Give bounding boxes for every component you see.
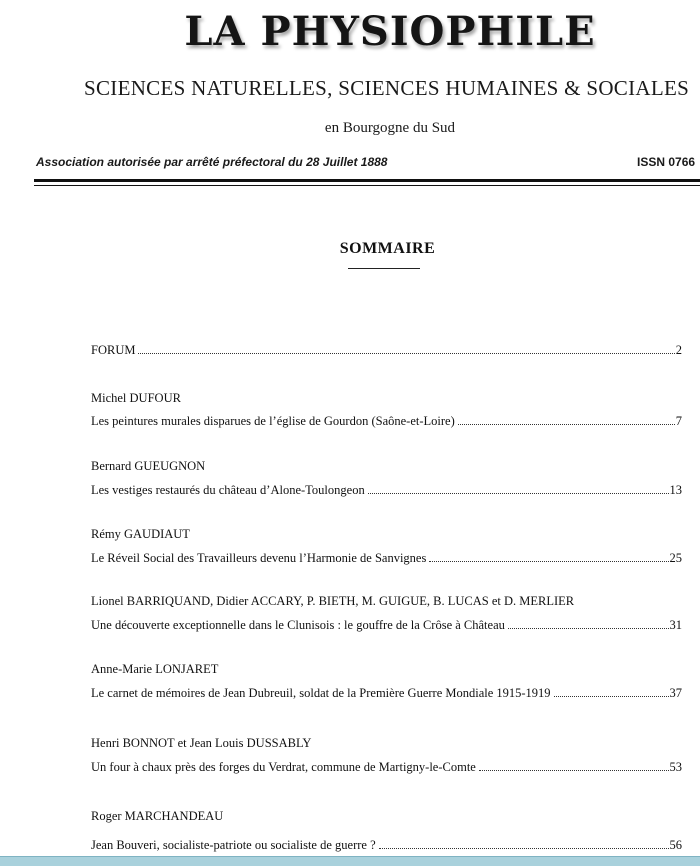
toc-page-number: 31 <box>669 618 682 632</box>
toc-page-number: 25 <box>669 551 682 565</box>
toc-leader-dots <box>429 560 668 562</box>
toc-page-number: 2 <box>675 343 682 357</box>
toc-entry[interactable] <box>91 479 682 497</box>
toc-page-number: 13 <box>669 483 682 497</box>
toc-entry[interactable] <box>91 547 682 565</box>
toc-author: Anne-Marie LONJARET <box>91 662 219 676</box>
toc-leader-dots <box>368 492 669 494</box>
toc-entry-title: Le carnet de mémoires de Jean Dubreuil, soldat de la Première Guerre Mondiale 1915-1919 <box>91 686 551 700</box>
toc-leader-dots <box>479 769 669 771</box>
contents-heading-underline <box>348 268 420 269</box>
toc-author: Rémy GAUDIAUT <box>91 527 190 541</box>
issn-label: ISSN 0766 <box>637 155 696 169</box>
toc-leader-dots <box>554 695 669 697</box>
toc-author: Henri BONNOT et Jean Louis DUSSABLY <box>91 736 312 750</box>
toc-page-number: 53 <box>669 760 682 774</box>
toc-entry-title: Un four à chaux près des forges du Verdrat, commune de Martigny-le-Comte <box>91 760 476 774</box>
toc-entry[interactable] <box>91 834 682 852</box>
header-rule-thin <box>34 185 700 186</box>
toc-page-number: 56 <box>669 838 682 852</box>
toc-entry-title: Les vestiges restaurés du château d’Alone-Toulongeon <box>91 483 365 497</box>
toc-entry[interactable] <box>91 410 682 428</box>
toc-entry[interactable] <box>91 614 682 632</box>
journal-title: LA PHYSIOPHILE <box>184 8 596 55</box>
toc-leader-dots <box>508 627 669 629</box>
toc-author: Michel DUFOUR <box>91 391 181 405</box>
toc-entry[interactable] <box>91 756 682 774</box>
toc-entry-title: Une découverte exceptionnelle dans le Clunisois : le gouffre de la Crôse à Château <box>91 618 505 632</box>
toc-leader-dots <box>458 423 675 425</box>
toc-page-number: 37 <box>669 686 682 700</box>
toc-leader-dots <box>379 847 669 849</box>
journal-region: en Bourgogne du Sud <box>324 120 456 136</box>
toc-author: Bernard GUEUGNON <box>91 459 206 473</box>
contents-heading: SOMMAIRE <box>339 240 436 257</box>
toc-entry-forum[interactable] <box>91 339 682 357</box>
toc-author: Roger MARCHANDEAU <box>91 809 224 823</box>
toc-author: Lionel BARRIQUAND, Didier ACCARY, P. BIETH, M. GUIGUE, B. LUCAS et D. MERLIER <box>91 594 575 608</box>
window-bottom-edge <box>0 856 700 866</box>
header-rule-thick <box>34 179 700 182</box>
toc-leader-dots <box>138 352 674 354</box>
toc-entry-title: Jean Bouveri, socialiste-patriote ou socialiste de guerre ? <box>91 838 376 852</box>
toc-entry[interactable] <box>91 682 682 700</box>
toc-entry-title: Les peintures murales disparues de l’église de Gourdon (Saône-et-Loire) <box>91 414 455 428</box>
journal-subtitle: SCIENCES NATURELLES, SCIENCES HUMAINES & SOCIALES <box>84 76 690 100</box>
toc-entry-title: Le Réveil Social des Travailleurs devenu l’Harmonie de Sanvignes <box>91 551 427 565</box>
toc-entry-title: FORUM <box>91 343 136 357</box>
toc-page-number: 7 <box>675 414 682 428</box>
association-note: Association autorisée par arrêté préfectoral du 28 Juillet 1888 <box>36 155 388 169</box>
